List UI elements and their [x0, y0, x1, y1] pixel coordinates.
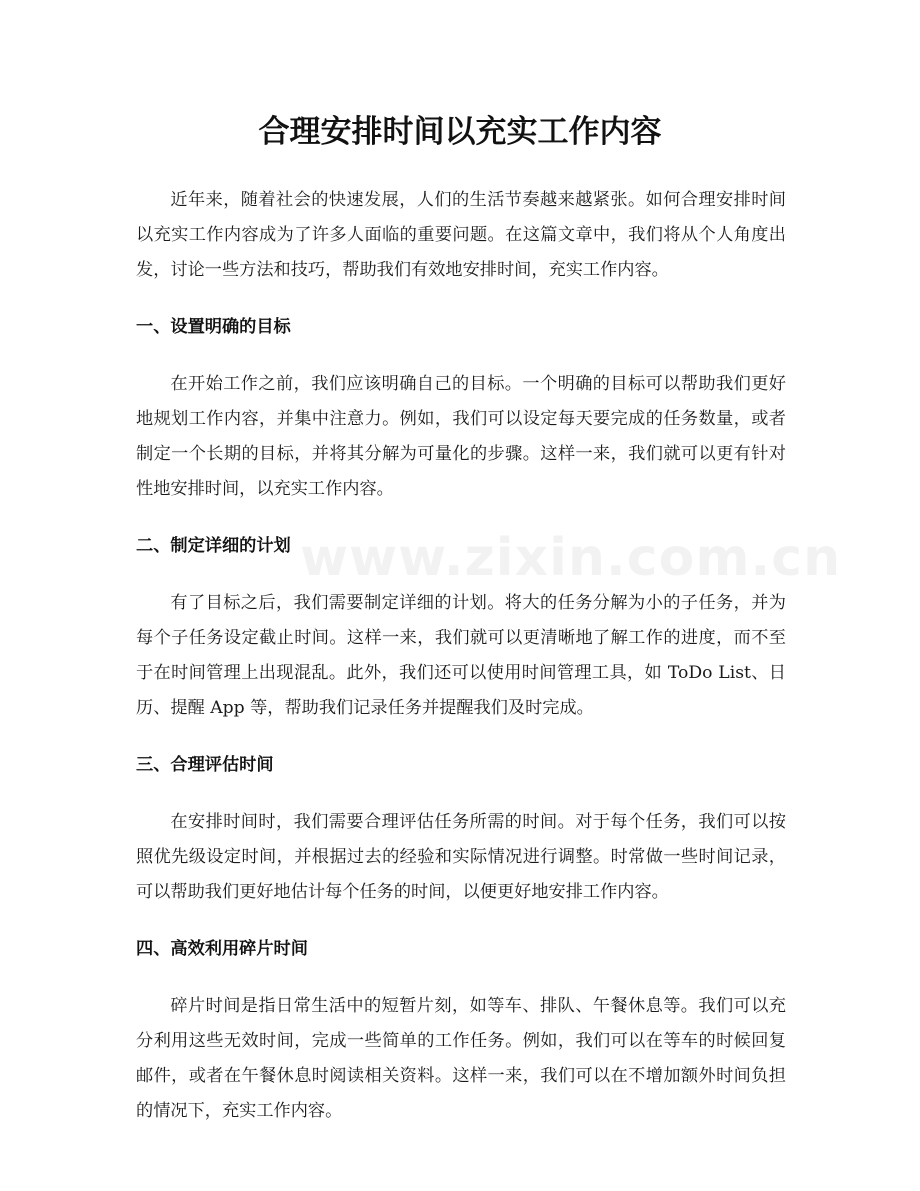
intro-paragraph: 近年来，随着社会的快速发展，人们的生活节奏越来越紧张。如何合理安排时间以充实工作内容成为了许多人面临的重要问题。在这篇文章中，我们将从个人角度出发，讨论一些方法和技巧，帮助我们有效地安排时间，充实工作内容。	[136, 190, 786, 280]
section-paragraph-2: 有了目标之后，我们需要制定详细的计划。将大的任务分解为小的子任务，并为每个子任务设定截止时间。这样一来，我们就可以更清晰地了解工作的进度，而不至于在时间管理上出现混乱。此外，我们还可以使用时间管理工具，如 ToDo List、日历、提醒 App 等，帮助我们记录任务并提醒我们及时完成。	[136, 593, 786, 718]
section-paragraph-4: 碎片时间是指日常生活中的短暂片刻，如等车、排队、午餐休息等。我们可以充分利用这些无效时间，完成一些简单的工作任务。例如，我们可以在等车的时候回复邮件，或者在午餐休息时阅读相关资料。这样一来，我们可以在不增加额外时间负担的情况下，充实工作内容。	[136, 996, 786, 1121]
section-heading-3: 三、合理评估时间	[136, 755, 274, 775]
document-title: 合理安排时间以充实工作内容	[258, 114, 662, 150]
section-heading-4: 四、高效利用碎片时间	[136, 939, 308, 959]
document-body	[136, 183, 786, 1129]
watermark: www.zixin.com.cn	[300, 528, 842, 588]
section-heading-2: 二、制定详细的计划	[136, 536, 291, 556]
section-heading-1: 一、设置明确的目标	[136, 317, 291, 337]
section-paragraph-3: 在安排时间时，我们需要合理评估任务所需的时间。对于每个任务，我们可以按照优先级设定时间，并根据过去的经验和实际情况进行调整。时常做一些时间记录，可以帮助我们更好地估计每个任务的时间，以便更好地安排工作内容。	[136, 812, 786, 902]
section-paragraph-1: 在开始工作之前，我们应该明确自己的目标。一个明确的目标可以帮助我们更好地规划工作内容，并集中注意力。例如，我们可以设定每天要完成的任务数量，或者制定一个长期的目标，并将其分解为可量化的步骤。这样一来，我们就可以更有针对性地安排时间，以充实工作内容。	[136, 374, 786, 499]
